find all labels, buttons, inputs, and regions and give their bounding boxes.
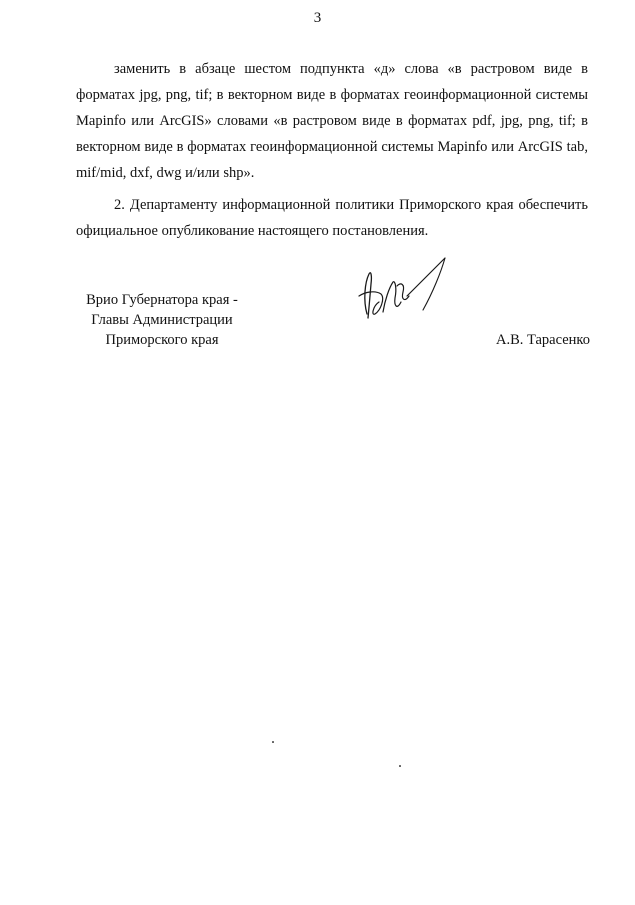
handwritten-signature-icon: [345, 252, 455, 332]
signer-name: А.В. Тарасенко: [495, 332, 590, 348]
signatory-position-line: Приморского края: [105, 332, 219, 348]
scan-speck: [272, 741, 274, 743]
paragraph-amendment: заменить в абзаце шестом подпункта «д» слова «в растровом виде в форматах jpg, png, tif; в векторном виде в форматах геоинформационной системы Mapinfo или ArcGIS» словами «в растровом виде в форматах pdf, jpg, png, tif; в векторном виде в форматах геоинформационной системы Mapinfo или ArcGIS tab, mif/mid, dxf, dwg и/или shp».: [76, 61, 588, 181]
signatory-position-line: Врио Губернатора края -: [86, 292, 238, 308]
scan-speck: [399, 765, 401, 767]
signatory-position: [72, 290, 252, 350]
paragraph-publication: 2. Департаменту информационной политики Приморского края обеспечить официальное опубликование настоящего постановления.: [76, 197, 588, 239]
document-body: [76, 56, 588, 244]
page-number: 3: [313, 10, 322, 26]
signatory-position-line: Главы Администрации: [91, 312, 233, 328]
